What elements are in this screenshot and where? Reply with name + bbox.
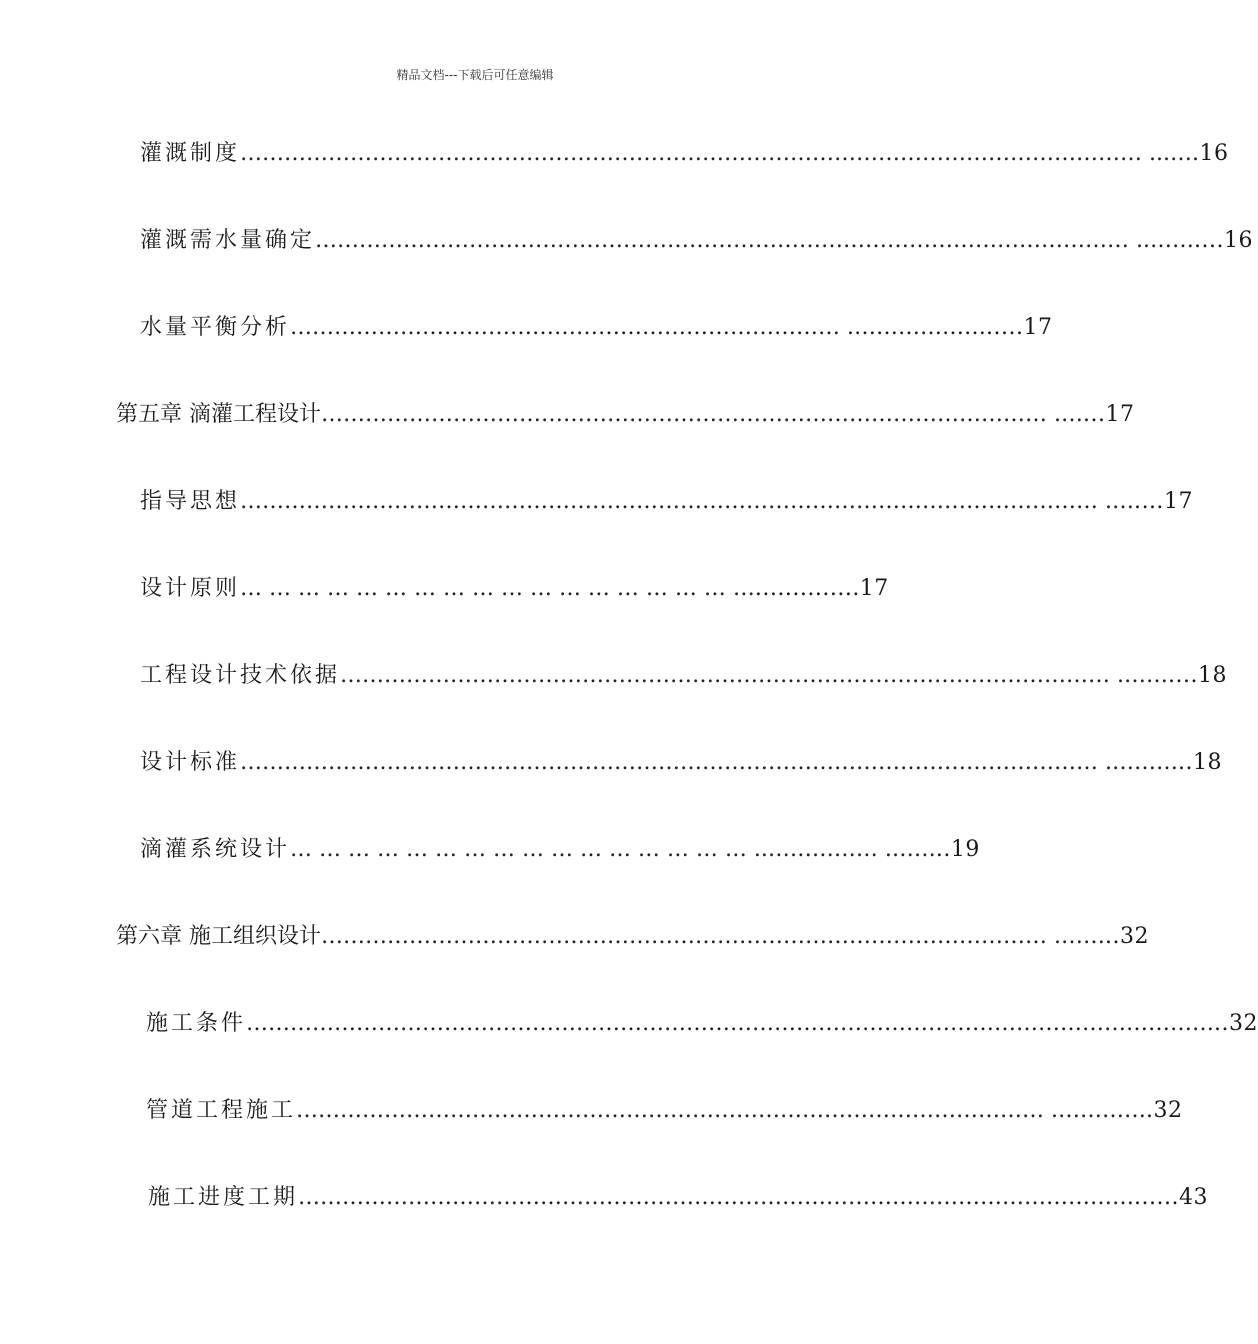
- toc-entry-page: .16: [1192, 141, 1229, 166]
- toc-entry[interactable]: [140, 223, 1253, 255]
- toc-entry-page: ....16: [1194, 228, 1253, 253]
- toc-entry-leader: ………………………………………………………………………………………………… ..……: [315, 228, 1194, 253]
- toc-entry-leader: ………………………………………………………………………………………… .…………: [296, 1098, 1147, 1123]
- toc-entry-title: 第六章 施工组织设计: [116, 924, 321, 949]
- toc-entry-leader: … … … … … … … … … … … … … … … … ..…………… .……: [290, 837, 936, 862]
- toc-entry-title: 施工进度工期: [148, 1185, 299, 1210]
- toc-entry[interactable]: [140, 745, 1222, 777]
- toc-entry-page: ....18: [1168, 663, 1227, 688]
- toc-entry-title: 工程设计技术依据: [140, 663, 341, 688]
- toc-entry[interactable]: [140, 832, 980, 864]
- toc-entry[interactable]: [140, 484, 1194, 516]
- toc-entry[interactable]: [140, 310, 1053, 342]
- toc-entry-leader: ………………………………………………………………… .………………: [290, 315, 987, 340]
- toc-entry[interactable]: [146, 1093, 1183, 1125]
- toc-entry-title: 设计标准: [140, 750, 241, 775]
- toc-entry-page: ...17: [1083, 402, 1135, 427]
- toc-chapter-entry[interactable]: [116, 397, 1135, 429]
- toc-entry-title: 设计原则: [140, 576, 241, 601]
- toc-entry-leader: ……………………………………………………………………………………… .…: [321, 402, 1083, 427]
- toc-entry-leader: ……………………………………………………………………………………… .……: [321, 924, 1105, 949]
- toc-entry[interactable]: [140, 136, 1229, 168]
- toc-entry[interactable]: [148, 1180, 1208, 1212]
- toc-chapter-entry[interactable]: [116, 919, 1149, 951]
- toc-entry-title: 灌溉制度: [140, 141, 241, 166]
- toc-entry-leader: … … … … … … … … … … … … … … … … … …: [240, 576, 755, 601]
- toc-entry[interactable]: [140, 571, 889, 603]
- toc-entry-title: 指导思想: [140, 489, 241, 514]
- toc-entry-leader: ……………………………………………………………………………………………………: [298, 1185, 1135, 1210]
- toc-entry-page: .…17: [1134, 489, 1194, 514]
- toc-entry-page: ..............17: [754, 576, 889, 601]
- toc-entry-leader: ……………………………………………………………………………………………………… .…: [240, 489, 1135, 514]
- toc-entry-page: ..32: [1214, 1011, 1258, 1036]
- toc-entry-leader: ……………………………………………………………………………………………………………………: [246, 1011, 1215, 1036]
- toc-entry-title: 第五章 滴灌工程设计: [116, 402, 321, 427]
- toc-entry-page: ......43: [1134, 1185, 1208, 1210]
- toc-entry-page: .....17: [986, 315, 1053, 340]
- toc-entry-page: ..18: [1178, 750, 1222, 775]
- toc-entry-leader: …………………………………………………………………………………………………………… ...…: [240, 141, 1192, 166]
- toc-entry[interactable]: [146, 1006, 1258, 1038]
- toc-entry-page: ..32: [1105, 924, 1149, 949]
- toc-entry-leader: ……………………………………………………………………………………………………… .………: [240, 750, 1179, 775]
- toc-entry-title: 管道工程施工: [146, 1098, 297, 1123]
- toc-entry-title: 施工条件: [146, 1011, 247, 1036]
- toc-entry-page: ..19: [935, 837, 980, 862]
- toc-entry-leader: …………………………………………………………………………………………… .……: [340, 663, 1169, 688]
- toc-entry-title: 滴灌系统设计: [140, 837, 291, 862]
- toc-entry-title: 水量平衡分析: [140, 315, 291, 340]
- toc-entry-title: 灌溉需水量确定: [140, 228, 316, 253]
- page-header: 精品文档---下载后可任意编辑: [396, 68, 554, 82]
- toc-entry[interactable]: [140, 658, 1227, 690]
- toc-entry-page: .32: [1146, 1098, 1183, 1123]
